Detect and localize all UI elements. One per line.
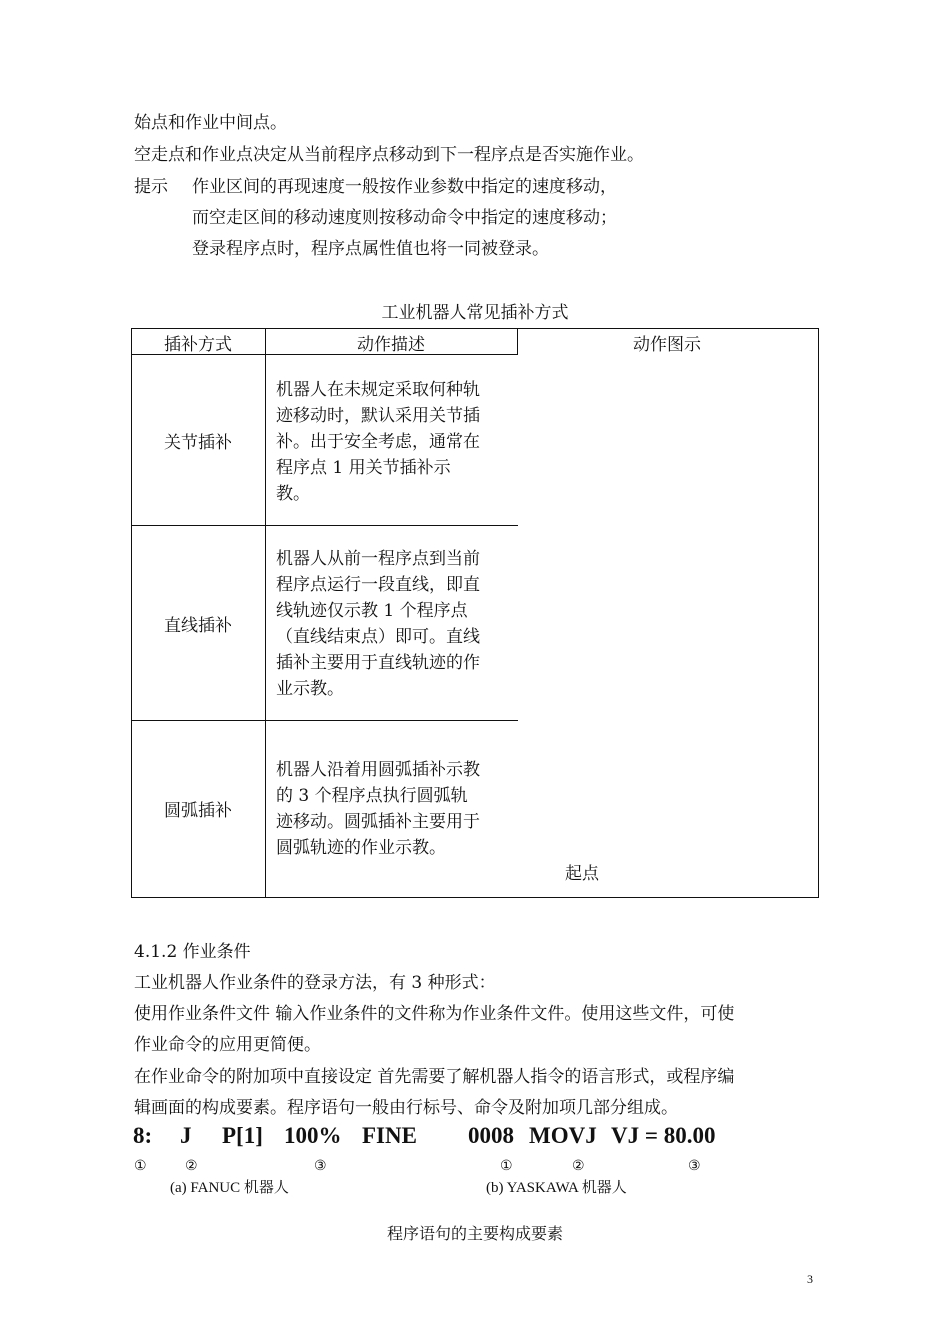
page-number: 3 [807, 1272, 813, 1286]
row-circular-desc: 机器人沿着用圆弧插补示教 的 3 个程序点执行圆弧轨 迹移动。圆弧插补主要用于 圆弧轨迹的作业示教。 [276, 760, 480, 858]
tip-label: 提示 [134, 177, 168, 197]
tip-line-1: 作业区间的再现速度一般按作业参数中指定的速度移动， [192, 177, 617, 197]
yaskawa-label: (b) YASKAWA 机器人 [486, 1180, 627, 1196]
section-paragraph-1: 工业机器人作业条件的登录方法，有 3 种形式： [134, 973, 496, 993]
section-heading: 4.1.2 作业条件 [134, 942, 251, 962]
fanuc-label: (a) FANUC 机器人 [170, 1180, 289, 1196]
row-joint-desc: 机器人在未规定采取何种轨 迹移动时，默认采用关节插 补。出于安全考虑，通常在 程序点 1 用关节插补示 教。 [276, 380, 480, 504]
section-paragraph-3-line-1: 在作业命令的附加项中直接设定 首先需要了解机器人指令的语言形式，或程序编 [134, 1067, 735, 1087]
yaskawa-marker-3: ③ [688, 1158, 701, 1174]
intro-line-1: 始点和作业中间点。 [134, 113, 287, 133]
fanuc-marker-1: ① [134, 1158, 147, 1174]
intro-line-2: 空走点和作业点决定从当前程序点移动到下一程序点是否实施作业。 [134, 145, 644, 165]
figure-caption: 程序语句的主要构成要素 [386, 1224, 563, 1243]
fanuc-termination: FINE [362, 1123, 417, 1148]
yaskawa-speed: VJ = 80.00 [611, 1123, 716, 1148]
row-circular-name: 圆弧插补 [164, 801, 232, 821]
fanuc-command: J [180, 1123, 192, 1148]
fanuc-marker-2: ② [185, 1158, 198, 1174]
yaskawa-marker-2: ② [572, 1158, 585, 1174]
section-paragraph-2-line-1: 使用作业条件文件 输入作业条件的文件称为作业条件文件。使用这些文件，可使 [134, 1004, 735, 1024]
yaskawa-marker-1: ① [500, 1158, 513, 1174]
figure-start-point-label: 起点 [565, 864, 599, 884]
section-paragraph-3-line-2: 辑画面的构成要素。程序语句一般由行标号、命令及附加项几部分组成。 [134, 1098, 678, 1118]
row-joint-name: 关节插补 [164, 433, 232, 453]
row-linear-name: 直线插补 [164, 616, 232, 636]
header-method: 插补方式 [164, 335, 232, 355]
section-paragraph-2-line-2: 作业命令的应用更简便。 [134, 1035, 321, 1055]
fanuc-marker-3: ③ [314, 1158, 327, 1174]
table-caption: 工业机器人常见插补方式 [381, 303, 569, 323]
tip-line-3: 登录程序点时，程序点属性值也将一同被登录。 [192, 239, 549, 259]
header-illustration: 动作图示 [633, 335, 701, 355]
fanuc-line-number: 8: [133, 1123, 153, 1148]
yaskawa-command: MOVJ [529, 1123, 597, 1148]
header-description: 动作描述 [357, 335, 425, 355]
tip-line-2: 而空走区间的移动速度则按移动命令中指定的速度移动； [192, 208, 617, 228]
yaskawa-line-number: 0008 [468, 1123, 514, 1148]
fanuc-position: P[1] [222, 1123, 263, 1148]
row-linear-desc: 机器人从前一程序点到当前 程序点运行一段直线，即直 线轨迹仅示教 1 个程序点 （直线结束点）即可。直线 插补主要用于直线轨迹的作 业示教。 [276, 549, 480, 699]
fanuc-speed: 100% [284, 1123, 342, 1148]
